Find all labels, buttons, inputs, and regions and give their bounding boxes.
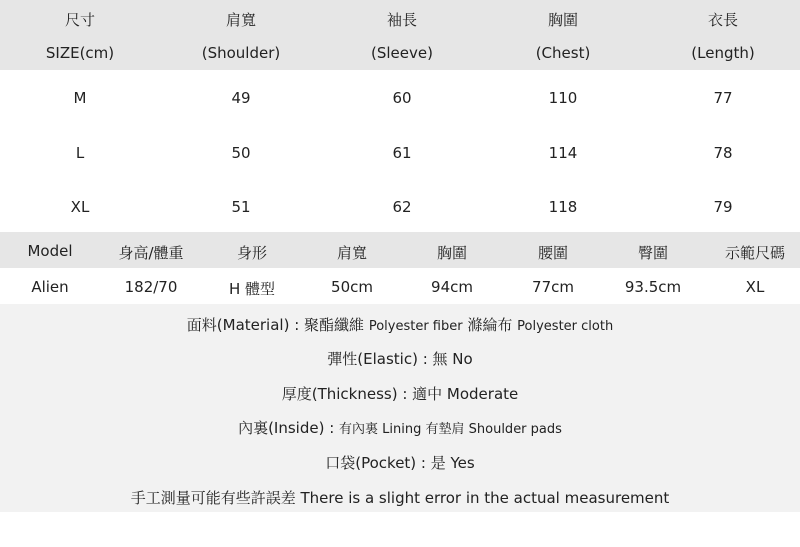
model-header-height-weight: 身高/體重 xyxy=(118,244,184,262)
length-value: 77 xyxy=(713,89,733,107)
material-value-zh-2: 滌綸布 xyxy=(467,316,513,334)
model-body-type: H 體型 xyxy=(228,280,276,298)
model-name: Alien xyxy=(31,278,69,296)
header-chest-en: (Chest) xyxy=(535,44,591,62)
material-value-zh-1: 聚酯纖維 xyxy=(304,316,365,334)
header-shoulder-zh: 肩寬 xyxy=(225,11,257,29)
chest-value: 110 xyxy=(548,89,578,107)
size-label: XL xyxy=(70,198,90,216)
thickness-line: 厚度(Thickness) : 適中 Moderate xyxy=(281,385,519,403)
header-sleeve-en: (Sleeve) xyxy=(371,44,433,62)
model-header-chest: 胸圍 xyxy=(436,244,468,262)
header-length-zh: 衣長 xyxy=(707,11,739,29)
chest-value: 118 xyxy=(548,198,578,216)
model-header-waist: 腰圍 xyxy=(537,244,569,262)
shoulder-value: 51 xyxy=(231,198,251,216)
material-label: 面料(Material) : xyxy=(186,316,300,334)
header-chest-zh: 胸圍 xyxy=(547,11,579,29)
header-shoulder-en: (Shoulder) xyxy=(201,44,281,62)
material-value-en-2: Polyester cloth xyxy=(517,319,614,334)
measurement-error-note: 手工測量可能有些許誤差 There is a slight error in the actual measurement xyxy=(130,489,670,507)
length-value: 78 xyxy=(713,144,733,162)
model-header-model: Model xyxy=(27,242,73,260)
model-header-hip: 臀圍 xyxy=(637,244,669,262)
model-waist: 77cm xyxy=(532,278,574,296)
sleeve-value: 62 xyxy=(392,198,412,216)
model-header-shoulder: 肩寬 xyxy=(336,244,368,262)
model-shoulder: 50cm xyxy=(331,278,373,296)
inside-line xyxy=(0,417,800,438)
pocket-line: 口袋(Pocket) : 是 Yes xyxy=(325,454,475,472)
chest-value: 114 xyxy=(548,144,578,162)
size-table-header xyxy=(0,0,800,70)
length-value: 79 xyxy=(713,198,733,216)
model-height-weight: 182/70 xyxy=(124,278,178,296)
model-header-body-type: 身形 xyxy=(236,244,268,262)
material-value-en-1: Polyester fiber xyxy=(368,319,463,334)
inside-label: 內裏(Inside) : xyxy=(238,419,335,437)
model-table-row xyxy=(0,268,800,304)
material-line xyxy=(0,314,800,335)
model-size-worn: XL xyxy=(745,278,765,296)
inside-value: 有內裏 Lining 有墊肩 Shoulder pads xyxy=(339,422,562,437)
header-size-zh: 尺寸 xyxy=(64,11,96,29)
header-sleeve-zh: 袖長 xyxy=(386,11,418,29)
elastic-line: 彈性(Elastic) : 無 No xyxy=(327,350,473,368)
model-table-header xyxy=(0,232,800,268)
size-label: L xyxy=(75,144,85,162)
shoulder-value: 50 xyxy=(231,144,251,162)
shoulder-value: 49 xyxy=(231,89,251,107)
product-details xyxy=(0,304,800,512)
sleeve-value: 60 xyxy=(392,89,412,107)
header-length-en: (Length) xyxy=(691,44,755,62)
model-hip: 93.5cm xyxy=(624,278,682,296)
size-label: M xyxy=(73,89,87,107)
header-size-en: SIZE(cm) xyxy=(45,44,115,62)
sleeve-value: 61 xyxy=(392,144,412,162)
size-table xyxy=(0,0,800,216)
model-header-size-worn: 示範尺碼 xyxy=(724,244,786,262)
model-chest: 94cm xyxy=(431,278,473,296)
